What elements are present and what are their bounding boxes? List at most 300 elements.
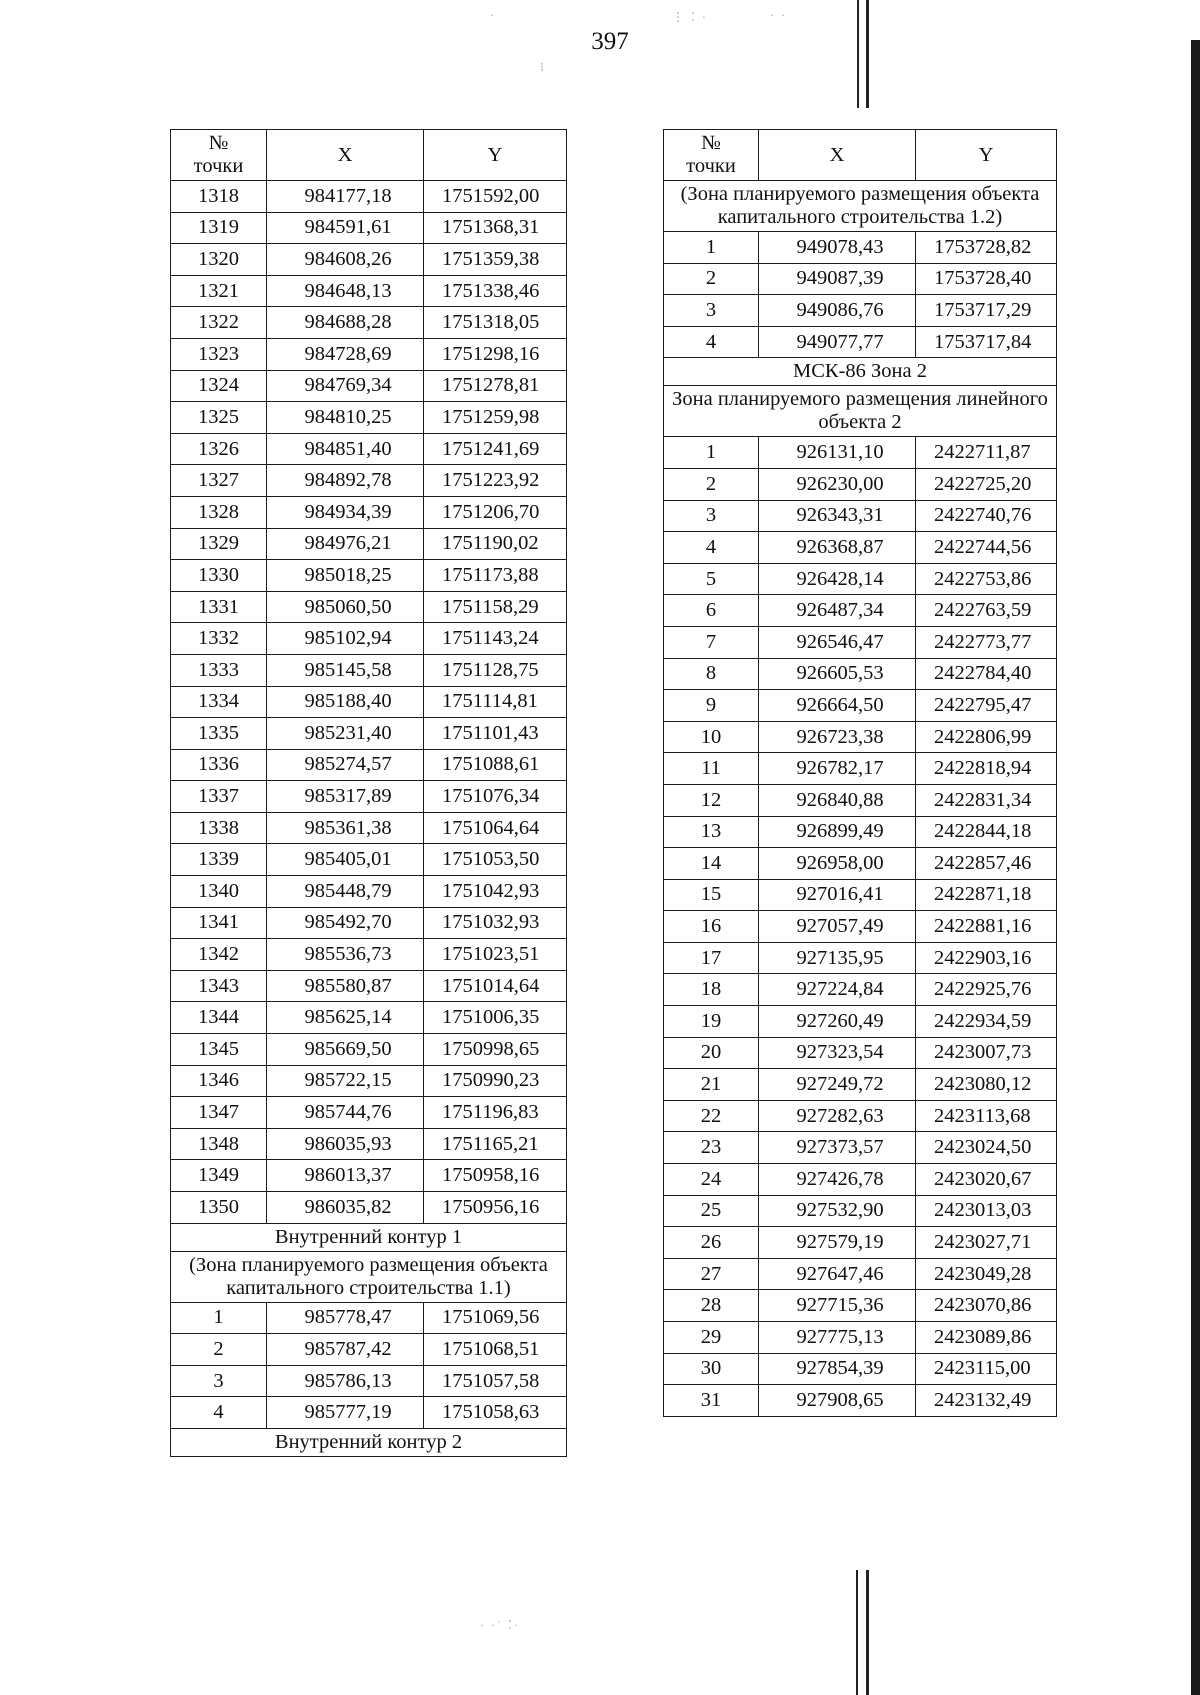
point-number-cell: 1335 (171, 718, 267, 750)
x-coordinate-cell: 926546,47 (759, 626, 916, 658)
table-row (171, 1365, 567, 1397)
x-coordinate-cell: 985448,79 (267, 876, 424, 908)
section-note-row (664, 358, 1057, 386)
point-number-cell: 1327 (171, 465, 267, 497)
y-coordinate-cell: 1751057,58 (424, 1365, 567, 1397)
x-coordinate-cell: 926428,14 (759, 563, 916, 595)
point-number-cell: 22 (664, 1100, 759, 1132)
x-coordinate-cell: 985777,19 (267, 1397, 424, 1429)
point-number-cell: 21 (664, 1069, 759, 1101)
point-number-cell: 1324 (171, 370, 267, 402)
point-number-cell: 1334 (171, 686, 267, 718)
y-coordinate-cell: 1751196,83 (424, 1097, 567, 1129)
y-coordinate-cell: 1751318,05 (424, 307, 567, 339)
x-coordinate-cell: 986035,82 (267, 1192, 424, 1224)
table-row (664, 658, 1057, 690)
point-number-cell: 5 (664, 563, 759, 595)
section-note: Зона планируемого размещения линейного объекта 2 (664, 386, 1057, 437)
point-number-cell: 1322 (171, 307, 267, 339)
point-number-cell: 8 (664, 658, 759, 690)
x-coordinate-cell: 949087,39 (759, 263, 916, 295)
point-number-cell: 10 (664, 721, 759, 753)
header-x: X (759, 130, 916, 181)
table-row (171, 433, 567, 465)
table-header-row (171, 130, 567, 181)
table-body-right (664, 181, 1057, 1417)
table-row (664, 437, 1057, 469)
point-number-cell: 1344 (171, 1002, 267, 1034)
point-number-cell: 23 (664, 1132, 759, 1164)
y-coordinate-cell: 1751158,29 (424, 591, 567, 623)
y-coordinate-cell: 1751023,51 (424, 939, 567, 971)
table-row (171, 1334, 567, 1366)
y-coordinate-cell: 1751368,31 (424, 212, 567, 244)
x-coordinate-cell: 985669,50 (267, 1034, 424, 1066)
point-number-cell: 2 (664, 468, 759, 500)
x-coordinate-cell: 986035,93 (267, 1128, 424, 1160)
x-coordinate-cell: 985361,38 (267, 812, 424, 844)
table-row (664, 753, 1057, 785)
table-row (664, 784, 1057, 816)
point-number-cell: 1338 (171, 812, 267, 844)
x-coordinate-cell: 926958,00 (759, 848, 916, 880)
y-coordinate-cell: 2422925,76 (916, 974, 1057, 1006)
table-row (664, 500, 1057, 532)
table-row (171, 1097, 567, 1129)
point-number-cell: 1326 (171, 433, 267, 465)
x-coordinate-cell: 984892,78 (267, 465, 424, 497)
x-coordinate-cell: 985188,40 (267, 686, 424, 718)
point-number-cell: 1319 (171, 212, 267, 244)
point-number-cell: 1331 (171, 591, 267, 623)
point-number-cell: 27 (664, 1258, 759, 1290)
table-row (171, 528, 567, 560)
y-coordinate-cell: 1751042,93 (424, 876, 567, 908)
table-row (664, 974, 1057, 1006)
x-coordinate-cell: 927249,72 (759, 1069, 916, 1101)
point-number-cell: 24 (664, 1164, 759, 1196)
point-number-cell: 1330 (171, 560, 267, 592)
table-row (171, 1034, 567, 1066)
header-point-number (171, 130, 267, 181)
table-row (171, 212, 567, 244)
x-coordinate-cell: 985317,89 (267, 781, 424, 813)
y-coordinate-cell: 2422795,47 (916, 690, 1057, 722)
x-coordinate-cell: 984976,21 (267, 528, 424, 560)
x-coordinate-cell: 985060,50 (267, 591, 424, 623)
table-row (664, 942, 1057, 974)
y-coordinate-cell: 1751338,46 (424, 275, 567, 307)
x-coordinate-cell: 927224,84 (759, 974, 916, 1006)
x-coordinate-cell: 984769,34 (267, 370, 424, 402)
section-note-row (664, 386, 1057, 437)
x-coordinate-cell: 927715,36 (759, 1290, 916, 1322)
point-number-cell: 4 (664, 532, 759, 564)
table-row (171, 1065, 567, 1097)
x-coordinate-cell: 926840,88 (759, 784, 916, 816)
y-coordinate-cell: 1750958,16 (424, 1160, 567, 1192)
x-coordinate-cell: 927426,78 (759, 1164, 916, 1196)
x-coordinate-cell: 985102,94 (267, 623, 424, 655)
y-coordinate-cell: 1753728,40 (916, 263, 1057, 295)
point-number-cell: 30 (664, 1353, 759, 1385)
x-coordinate-cell: 926487,34 (759, 595, 916, 627)
table-row (664, 1195, 1057, 1227)
y-coordinate-cell: 1751064,64 (424, 812, 567, 844)
point-number-cell: 1 (664, 437, 759, 469)
x-coordinate-cell: 927282,63 (759, 1100, 916, 1132)
x-coordinate-cell: 985492,70 (267, 907, 424, 939)
y-coordinate-cell: 1751359,38 (424, 244, 567, 276)
table-row (664, 1006, 1057, 1038)
table-row (171, 749, 567, 781)
table-row (664, 911, 1057, 943)
x-coordinate-cell: 985722,15 (267, 1065, 424, 1097)
x-coordinate-cell: 985018,25 (267, 560, 424, 592)
section-note-row (171, 1251, 567, 1302)
point-number-cell: 1343 (171, 970, 267, 1002)
y-coordinate-cell: 1751143,24 (424, 623, 567, 655)
scan-noise: · ·˙ ⁚· (480, 1618, 520, 1632)
point-number-cell: 1340 (171, 876, 267, 908)
table-row (664, 721, 1057, 753)
y-coordinate-cell: 2423020,67 (916, 1164, 1057, 1196)
scan-noise: ⋮ ⁚ · (672, 10, 708, 24)
point-number-cell: 1336 (171, 749, 267, 781)
x-coordinate-cell: 927579,19 (759, 1227, 916, 1259)
x-coordinate-cell: 926899,49 (759, 816, 916, 848)
point-number-cell: 6 (664, 595, 759, 627)
y-coordinate-cell: 1751165,21 (424, 1128, 567, 1160)
table-row (171, 939, 567, 971)
table-header-row (664, 130, 1057, 181)
y-coordinate-cell: 1753717,84 (916, 326, 1057, 358)
table-row (171, 718, 567, 750)
point-number-cell: 1 (171, 1302, 267, 1334)
x-coordinate-cell: 984608,26 (267, 244, 424, 276)
header-y: Y (916, 130, 1057, 181)
y-coordinate-cell: 2422871,18 (916, 879, 1057, 911)
point-number-cell: 1346 (171, 1065, 267, 1097)
y-coordinate-cell: 1751088,61 (424, 749, 567, 781)
table-row (664, 1100, 1057, 1132)
point-number-cell: 1 (664, 232, 759, 264)
table-body-left (171, 181, 567, 1457)
y-coordinate-cell: 2423132,49 (916, 1385, 1057, 1417)
y-coordinate-cell: 1751278,81 (424, 370, 567, 402)
x-coordinate-cell: 985536,73 (267, 939, 424, 971)
x-coordinate-cell: 949077,77 (759, 326, 916, 358)
x-coordinate-cell: 926230,00 (759, 468, 916, 500)
y-coordinate-cell: 1751173,88 (424, 560, 567, 592)
scan-edge-bar (1191, 40, 1200, 1695)
y-coordinate-cell: 2423089,86 (916, 1322, 1057, 1354)
x-coordinate-cell: 984810,25 (267, 402, 424, 434)
x-coordinate-cell: 984851,40 (267, 433, 424, 465)
table-row (171, 1302, 567, 1334)
point-number-cell: 1345 (171, 1034, 267, 1066)
point-number-cell: 4 (171, 1397, 267, 1429)
x-coordinate-cell: 985274,57 (267, 749, 424, 781)
table-row (171, 876, 567, 908)
y-coordinate-cell: 1751101,43 (424, 718, 567, 750)
point-number-cell: 1348 (171, 1128, 267, 1160)
y-coordinate-cell: 2422818,94 (916, 753, 1057, 785)
y-coordinate-cell: 1751259,98 (424, 402, 567, 434)
x-coordinate-cell: 927135,95 (759, 942, 916, 974)
y-coordinate-cell: 2423027,71 (916, 1227, 1057, 1259)
point-number-cell: 1329 (171, 528, 267, 560)
section-note: Внутренний контур 2 (171, 1428, 567, 1456)
y-coordinate-cell: 2423080,12 (916, 1069, 1057, 1101)
x-coordinate-cell: 927908,65 (759, 1385, 916, 1417)
point-number-cell: 18 (664, 974, 759, 1006)
y-coordinate-cell: 2422740,76 (916, 500, 1057, 532)
table-row (664, 848, 1057, 880)
scan-edge-line (866, 1570, 869, 1695)
point-number-cell: 2 (664, 263, 759, 295)
table-row (664, 595, 1057, 627)
point-number-cell: 2 (171, 1334, 267, 1366)
header-x: X (267, 130, 424, 181)
x-coordinate-cell: 927373,57 (759, 1132, 916, 1164)
table-row (171, 338, 567, 370)
section-note: МСК-86 Зона 2 (664, 358, 1057, 386)
x-coordinate-cell: 926723,38 (759, 721, 916, 753)
table-row (664, 690, 1057, 722)
table-row (171, 970, 567, 1002)
y-coordinate-cell: 2422903,16 (916, 942, 1057, 974)
point-number-cell: 3 (171, 1365, 267, 1397)
x-coordinate-cell: 926343,31 (759, 500, 916, 532)
page-number: 397 (591, 28, 629, 55)
table-row (664, 1353, 1057, 1385)
y-coordinate-cell: 1750998,65 (424, 1034, 567, 1066)
y-coordinate-cell: 2423070,86 (916, 1290, 1057, 1322)
x-coordinate-cell: 927016,41 (759, 879, 916, 911)
y-coordinate-cell: 1751190,02 (424, 528, 567, 560)
y-coordinate-cell: 2422763,59 (916, 595, 1057, 627)
x-coordinate-cell: 927854,39 (759, 1353, 916, 1385)
table-row (171, 402, 567, 434)
point-number-cell: 26 (664, 1227, 759, 1259)
y-coordinate-cell: 2422711,87 (916, 437, 1057, 469)
table-row (664, 468, 1057, 500)
table-row (664, 563, 1057, 595)
table-row (664, 263, 1057, 295)
point-number-cell: 20 (664, 1037, 759, 1069)
y-coordinate-cell: 2422773,77 (916, 626, 1057, 658)
x-coordinate-cell: 985744,76 (267, 1097, 424, 1129)
y-coordinate-cell: 1750990,23 (424, 1065, 567, 1097)
point-number-cell: 1333 (171, 654, 267, 686)
point-number-cell: 29 (664, 1322, 759, 1354)
x-coordinate-cell: 927323,54 (759, 1037, 916, 1069)
x-coordinate-cell: 926605,53 (759, 658, 916, 690)
point-number-cell: 31 (664, 1385, 759, 1417)
section-note: Внутренний контур 1 (171, 1223, 567, 1251)
point-number-cell: 1320 (171, 244, 267, 276)
point-number-cell: 1347 (171, 1097, 267, 1129)
x-coordinate-cell: 927775,13 (759, 1322, 916, 1354)
section-note-row (664, 181, 1057, 232)
table-row (664, 1227, 1057, 1259)
x-coordinate-cell: 927260,49 (759, 1006, 916, 1038)
table-row (171, 591, 567, 623)
y-coordinate-cell: 1751006,35 (424, 1002, 567, 1034)
point-number-cell: 11 (664, 753, 759, 785)
point-number-cell: 14 (664, 848, 759, 880)
table-row (664, 1258, 1057, 1290)
table-row (171, 812, 567, 844)
y-coordinate-cell: 2422725,20 (916, 468, 1057, 500)
header-y: Y (424, 130, 567, 181)
table-row (171, 275, 567, 307)
x-coordinate-cell: 985405,01 (267, 844, 424, 876)
table-row (171, 1160, 567, 1192)
y-coordinate-cell: 2422784,40 (916, 658, 1057, 690)
y-coordinate-cell: 1751032,93 (424, 907, 567, 939)
y-coordinate-cell: 1751128,75 (424, 654, 567, 686)
point-number-cell: 1323 (171, 338, 267, 370)
x-coordinate-cell: 927532,90 (759, 1195, 916, 1227)
table-row (171, 370, 567, 402)
y-coordinate-cell: 2422831,34 (916, 784, 1057, 816)
x-coordinate-cell: 984648,13 (267, 275, 424, 307)
x-coordinate-cell: 984728,69 (267, 338, 424, 370)
point-number-cell: 3 (664, 500, 759, 532)
coordinates-table-right (663, 129, 1057, 1417)
x-coordinate-cell: 985787,42 (267, 1334, 424, 1366)
point-number-cell: 13 (664, 816, 759, 848)
y-coordinate-cell: 1751592,00 (424, 181, 567, 213)
section-note-row (171, 1428, 567, 1456)
y-coordinate-cell: 1753717,29 (916, 295, 1057, 327)
table-row (171, 1192, 567, 1224)
header-point-number (664, 130, 759, 181)
y-coordinate-cell: 2422934,59 (916, 1006, 1057, 1038)
y-coordinate-cell: 1753728,82 (916, 232, 1057, 264)
point-number-cell: 15 (664, 879, 759, 911)
y-coordinate-cell: 1751068,51 (424, 1334, 567, 1366)
table-row (171, 307, 567, 339)
point-number-cell: 1349 (171, 1160, 267, 1192)
y-coordinate-cell: 2423024,50 (916, 1132, 1057, 1164)
table-row (171, 1002, 567, 1034)
point-number-cell: 7 (664, 626, 759, 658)
x-coordinate-cell: 986013,37 (267, 1160, 424, 1192)
header-point-word: точки (686, 155, 736, 177)
x-coordinate-cell: 926131,10 (759, 437, 916, 469)
y-coordinate-cell: 2423013,03 (916, 1195, 1057, 1227)
scan-noise: ⁝ (540, 60, 546, 74)
scan-edge-line (866, 0, 869, 108)
table-row (171, 781, 567, 813)
table-row (664, 1037, 1057, 1069)
point-number-cell: 1341 (171, 907, 267, 939)
table-row (171, 1397, 567, 1429)
y-coordinate-cell: 2422744,56 (916, 532, 1057, 564)
y-coordinate-cell: 2423115,00 (916, 1353, 1057, 1385)
x-coordinate-cell: 926368,87 (759, 532, 916, 564)
scan-edge-line (856, 1570, 858, 1695)
table-row (664, 1132, 1057, 1164)
x-coordinate-cell: 984591,61 (267, 212, 424, 244)
table-row (664, 816, 1057, 848)
y-coordinate-cell: 2422857,46 (916, 848, 1057, 880)
table-row (664, 232, 1057, 264)
x-coordinate-cell: 926664,50 (759, 690, 916, 722)
point-number-cell: 1350 (171, 1192, 267, 1224)
y-coordinate-cell: 1751298,16 (424, 338, 567, 370)
point-number-cell: 1339 (171, 844, 267, 876)
point-number-cell: 1342 (171, 939, 267, 971)
coordinates-table-left (170, 129, 567, 1457)
point-number-cell: 9 (664, 690, 759, 722)
table-row (664, 326, 1057, 358)
table-row (171, 244, 567, 276)
table-row (171, 623, 567, 655)
table-row (664, 879, 1057, 911)
y-coordinate-cell: 1750956,16 (424, 1192, 567, 1224)
point-number-cell: 1337 (171, 781, 267, 813)
y-coordinate-cell: 2422753,86 (916, 563, 1057, 595)
x-coordinate-cell: 984934,39 (267, 496, 424, 528)
point-number-cell: 1318 (171, 181, 267, 213)
point-number-cell: 25 (664, 1195, 759, 1227)
table-row (171, 654, 567, 686)
x-coordinate-cell: 984177,18 (267, 181, 424, 213)
y-coordinate-cell: 1751058,63 (424, 1397, 567, 1429)
x-coordinate-cell: 949078,43 (759, 232, 916, 264)
point-number-cell: 1321 (171, 275, 267, 307)
point-number-cell: 3 (664, 295, 759, 327)
x-coordinate-cell: 926782,17 (759, 753, 916, 785)
point-number-cell: 4 (664, 326, 759, 358)
point-number-cell: 12 (664, 784, 759, 816)
scan-noise: · · (770, 8, 787, 22)
y-coordinate-cell: 1751223,92 (424, 465, 567, 497)
x-coordinate-cell: 985580,87 (267, 970, 424, 1002)
y-coordinate-cell: 2422881,16 (916, 911, 1057, 943)
section-note: (Зона планируемого размещения объекта капитального строительства 1.2) (664, 181, 1057, 232)
x-coordinate-cell: 985625,14 (267, 1002, 424, 1034)
table-row (664, 1385, 1057, 1417)
x-coordinate-cell: 927647,46 (759, 1258, 916, 1290)
table-row (171, 1128, 567, 1160)
header-point-symbol: № (208, 132, 229, 154)
point-number-cell: 17 (664, 942, 759, 974)
y-coordinate-cell: 1751053,50 (424, 844, 567, 876)
table-row (664, 1164, 1057, 1196)
point-number-cell: 1325 (171, 402, 267, 434)
table-row (171, 907, 567, 939)
table-row (664, 1290, 1057, 1322)
y-coordinate-cell: 2422806,99 (916, 721, 1057, 753)
table-row (664, 532, 1057, 564)
x-coordinate-cell: 985786,13 (267, 1365, 424, 1397)
table-row (664, 1069, 1057, 1101)
table-row (171, 686, 567, 718)
x-coordinate-cell: 985778,47 (267, 1302, 424, 1334)
point-number-cell: 19 (664, 1006, 759, 1038)
y-coordinate-cell: 2423007,73 (916, 1037, 1057, 1069)
table-row (171, 844, 567, 876)
point-number-cell: 1328 (171, 496, 267, 528)
section-note: (Зона планируемого размещения объекта капитального строительства 1.1) (171, 1251, 567, 1302)
header-point-symbol: № (701, 132, 721, 154)
point-number-cell: 28 (664, 1290, 759, 1322)
